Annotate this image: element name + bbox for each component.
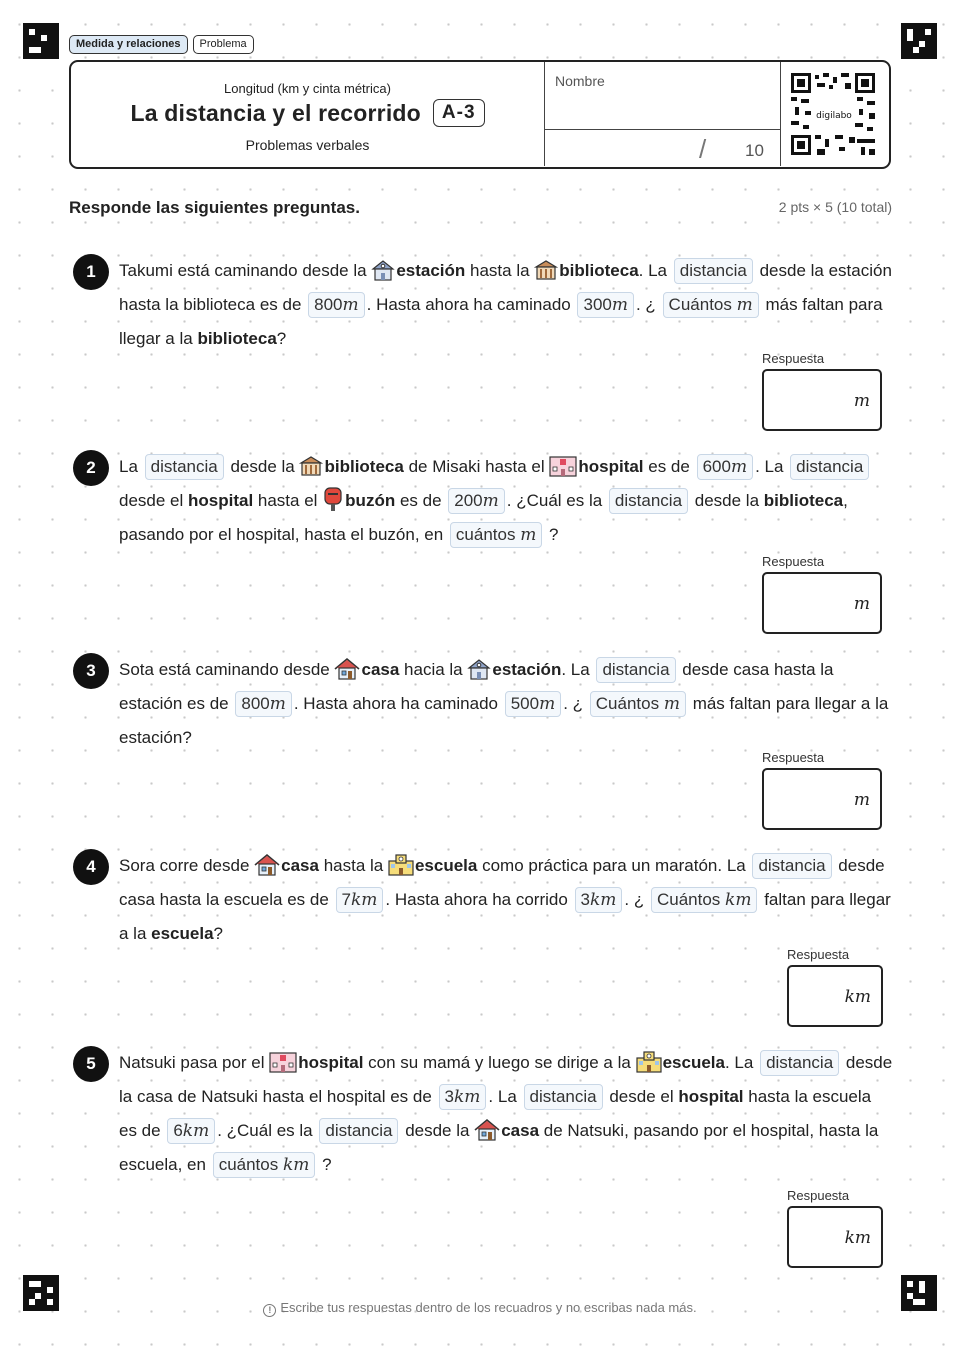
points-info: 2 pts × 5 (10 total) bbox=[778, 199, 892, 215]
answer-input-box[interactable] bbox=[762, 572, 882, 634]
value-box: 200m bbox=[448, 488, 505, 514]
house-icon bbox=[254, 853, 280, 877]
question-text: Sota está caminando desde casa hacia la estación. La distancia desde casa hasta la estación es de 800m . Hasta ahora ha caminado 500m . ¿ Cuántos m más faltan para llegar a la estación? bbox=[119, 653, 893, 755]
hospital-icon bbox=[269, 1050, 297, 1074]
info-icon: ! bbox=[263, 1304, 276, 1317]
answer-label: Respuesta bbox=[762, 750, 825, 765]
answer-label: Respuesta bbox=[787, 947, 850, 962]
value-box: 3km bbox=[439, 1084, 487, 1110]
keyword-box: distancia bbox=[674, 258, 753, 284]
keyword-box: distancia bbox=[319, 1118, 398, 1144]
keyword-box: Cuántos m bbox=[663, 292, 759, 318]
question-text: Takumi está caminando desde la estación hasta la biblioteca. La distancia desde la estación hasta la biblioteca es de 800m . Hasta ahora ha caminado 300m . ¿ Cuántos m más faltan para llegar a la biblioteca? bbox=[119, 254, 893, 356]
question-number: 4 bbox=[73, 849, 109, 885]
value-box: 300m bbox=[577, 292, 634, 318]
score-total: 10 bbox=[745, 141, 764, 160]
value-box: 6km bbox=[167, 1118, 215, 1144]
station-icon bbox=[371, 258, 395, 282]
mailbox-icon bbox=[322, 486, 344, 512]
answer-unit: m bbox=[853, 391, 870, 411]
answer-label: Respuesta bbox=[762, 351, 825, 366]
library-icon bbox=[534, 258, 558, 282]
answer-input-box[interactable] bbox=[762, 768, 882, 830]
keyword-box: cuántos m bbox=[450, 522, 542, 548]
answer-label: Respuesta bbox=[787, 1188, 850, 1203]
worksheet-header bbox=[69, 60, 891, 169]
question-text: Sora corre desde casa hasta la escuela como práctica para un maratón. La distancia desde casa hasta la escuela es de 7km . Hasta ahora ha corrido 3km . ¿ Cuántos km faltan para llegar a la escuela? bbox=[119, 849, 893, 951]
question-number: 5 bbox=[73, 1046, 109, 1082]
keyword-box: distancia bbox=[145, 454, 224, 480]
answer-unit: m bbox=[853, 790, 870, 810]
instructions: Responde las siguientes preguntas. bbox=[69, 198, 360, 217]
answer-unit: km bbox=[844, 1228, 871, 1248]
question-number: 3 bbox=[73, 653, 109, 689]
name-field[interactable] bbox=[545, 62, 781, 166]
answer-unit: m bbox=[853, 594, 870, 614]
house-icon bbox=[474, 1118, 500, 1142]
keyword-box: distancia bbox=[596, 657, 675, 683]
question-text: Natsuki pasa por el hospital con su mamá y luego se dirige a la escuela. La distancia desde la casa de Natsuki hasta el hospital es de 3km . La distancia desde el hospital hasta la escuela es de 6km . ¿Cuál es la distancia desde la casa de Natsuki, pasando por el hospital, hasta la escuela, en cuántos km ? bbox=[119, 1046, 893, 1182]
school-icon bbox=[636, 1050, 662, 1074]
name-label: Nombre bbox=[555, 73, 605, 89]
house-icon bbox=[334, 657, 360, 681]
footer-note bbox=[0, 1300, 960, 1317]
worksheet-type: Problemas verbales bbox=[245, 137, 370, 153]
answer-label: Respuesta bbox=[762, 554, 825, 569]
value-box: 600m bbox=[697, 454, 754, 480]
keyword-box: distancia bbox=[609, 488, 688, 514]
answer-input-box[interactable] bbox=[787, 965, 883, 1027]
question-number: 2 bbox=[73, 450, 109, 486]
keyword-box: distancia bbox=[760, 1050, 839, 1076]
type-tag: Problema bbox=[193, 35, 254, 54]
category-tag: Medida y relaciones bbox=[69, 35, 188, 54]
page-title: La distancia y el recorrido bbox=[130, 99, 421, 126]
qr-code-icon bbox=[791, 73, 877, 157]
keyword-box: cuántos km bbox=[213, 1152, 316, 1178]
value-box: 800m bbox=[308, 292, 365, 318]
keyword-box: distancia bbox=[790, 454, 869, 480]
corner-marker-top-left bbox=[23, 23, 59, 59]
title-section bbox=[71, 62, 545, 166]
value-box: 3km bbox=[575, 887, 623, 913]
question-number: 1 bbox=[73, 254, 109, 290]
keyword-box: distancia bbox=[524, 1084, 603, 1110]
question-text: La distancia desde la biblioteca de Misaki hasta el hospital es de 600m . La distancia desde el hospital hasta el buzón es de 200m . ¿Cuál es la distancia desde la biblioteca, pasando por el hospital, hasta el buzón, en cuántos m ? bbox=[119, 450, 893, 552]
keyword-box: distancia bbox=[752, 853, 831, 879]
tag-row bbox=[69, 35, 254, 54]
worksheet-code: A-3 bbox=[433, 99, 485, 127]
answer-unit: km bbox=[844, 987, 871, 1007]
footer-text: Escribe tus respuestas dentro de los recuadros y no escribas nada más. bbox=[280, 1300, 697, 1315]
header-subtitle: Longitud (km y cinta métrica) bbox=[224, 81, 391, 96]
hospital-icon bbox=[549, 454, 577, 478]
value-box: 7km bbox=[336, 887, 384, 913]
answer-input-box[interactable] bbox=[762, 369, 882, 431]
score-slash: / bbox=[699, 134, 707, 164]
answer-input-box[interactable] bbox=[787, 1206, 883, 1268]
keyword-box: Cuántos km bbox=[651, 887, 757, 913]
qr-label: digilabo bbox=[816, 111, 852, 121]
corner-marker-top-right bbox=[901, 23, 937, 59]
library-icon bbox=[299, 454, 323, 478]
value-box: 800m bbox=[235, 691, 292, 717]
value-box: 500m bbox=[505, 691, 562, 717]
school-icon bbox=[388, 853, 414, 877]
keyword-box: Cuántos m bbox=[590, 691, 686, 717]
station-icon bbox=[467, 657, 491, 681]
